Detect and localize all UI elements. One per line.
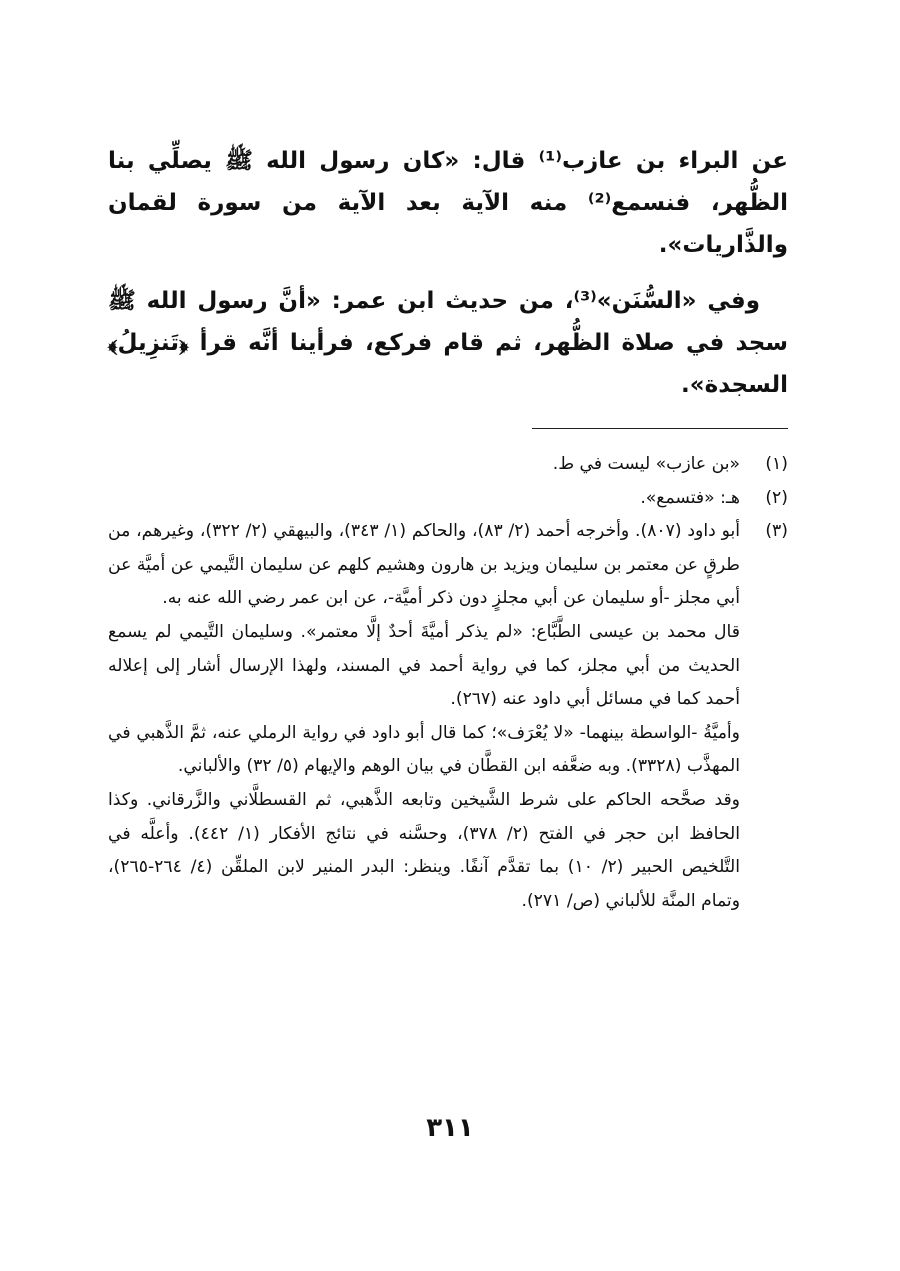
main-text	[108, 140, 788, 420]
footnote-number: (٣)	[765, 521, 788, 542]
footnote-text: قال محمد بن عيسى الطَّبَّاع: «لم يذكر أميَّةَ أحدٌ إلَّا معتمر». وسليمان التَّيمي لم يسمع الحديث من أبي مجلز، كما في رواية أحمد في المسند، ولهذا الإرسال أشار إلى إعلاله أحمد كما في مسائل أبي داود عنه (٢٦٧).	[108, 621, 740, 710]
footnote-text: هـ: «فتسمع».	[640, 487, 740, 508]
footnote-text: وقد صحَّحه الحاكم على شرط الشَّيخين وتابعه الذَّهبي، ثم القسطلَّاني والزَّرقاني. وكذا الحافظ ابن حجر في الفتح (٢/ ٣٧٨)، وحسَّنه في نتائج الأفكار (١/ ٤٤٢). وأعلَّه في التَّلخيص الحبير (٢/ ١٠) بما تقدَّم آنفًا. وينظر: البدر المنير لابن الملقِّن (٤/ ٢٦٤-٢٦٥)، وتمام المنَّة للألباني (ص/ ٢٧١).	[108, 789, 740, 911]
footnote-3	[108, 515, 788, 918]
main-paragraph-1: عن البراء بن عازب⁽¹⁾ قال: «كان رسول الله ﷺ يصلِّي بنا الظُّهر، فنسمع⁽²⁾ منه الآية بعد الآية من سورة لقمان والذَّاريات».	[108, 148, 788, 258]
footnote-divider	[532, 428, 788, 429]
main-paragraph-2: وفي «السُّنَن»⁽³⁾، من حديث ابن عمر: «أنَّ رسول الله ﷺ سجد في صلاة الظُّهر، ثم قام فركع، فرأينا أنَّه قرأ ﴿تَنزِيلُ﴾ السجدة».	[108, 288, 788, 398]
footnote-text: وأميَّةُ -الواسطة بينهما- «لا يُعْرَف»؛ كما قال أبو داود في رواية الرملي عنه، ثمَّ الذَّهبي في المهذَّب (٣٣٢٨). وبه ضعَّفه ابن القطَّان في بيان الوهم والإيهام (٥/ ٣٢) والألباني.	[108, 722, 740, 777]
footnote-number: (٢)	[765, 487, 788, 508]
footnote-1	[108, 448, 788, 482]
footnote-body	[108, 515, 740, 918]
footnote-text: «بن عازب» ليست في ط.	[552, 454, 740, 474]
footnote-2	[108, 482, 788, 516]
footnote-number: (١)	[765, 454, 788, 474]
footnote-body	[108, 448, 740, 482]
footnotes	[108, 448, 788, 918]
page-number: ٣١١	[426, 1113, 474, 1143]
footnote-text: أبو داود (٨٠٧). وأخرجه أحمد (٢/ ٨٣)، والحاكم (١/ ٣٤٣)، والبيهقي (٢/ ٣٢٢)، وغيرهم، من طرقٍ عن معتمر بن سليمان ويزيد بن هارون وهشيم كلهم عن سليمان التَّيمي عن أميَّة عن أبي مجلز -أو سليمان عن أبي مجلزٍ دون ذكر أميَّة-، عن ابن عمر رضي الله عنه به.	[108, 521, 741, 609]
footnote-body	[108, 482, 740, 516]
